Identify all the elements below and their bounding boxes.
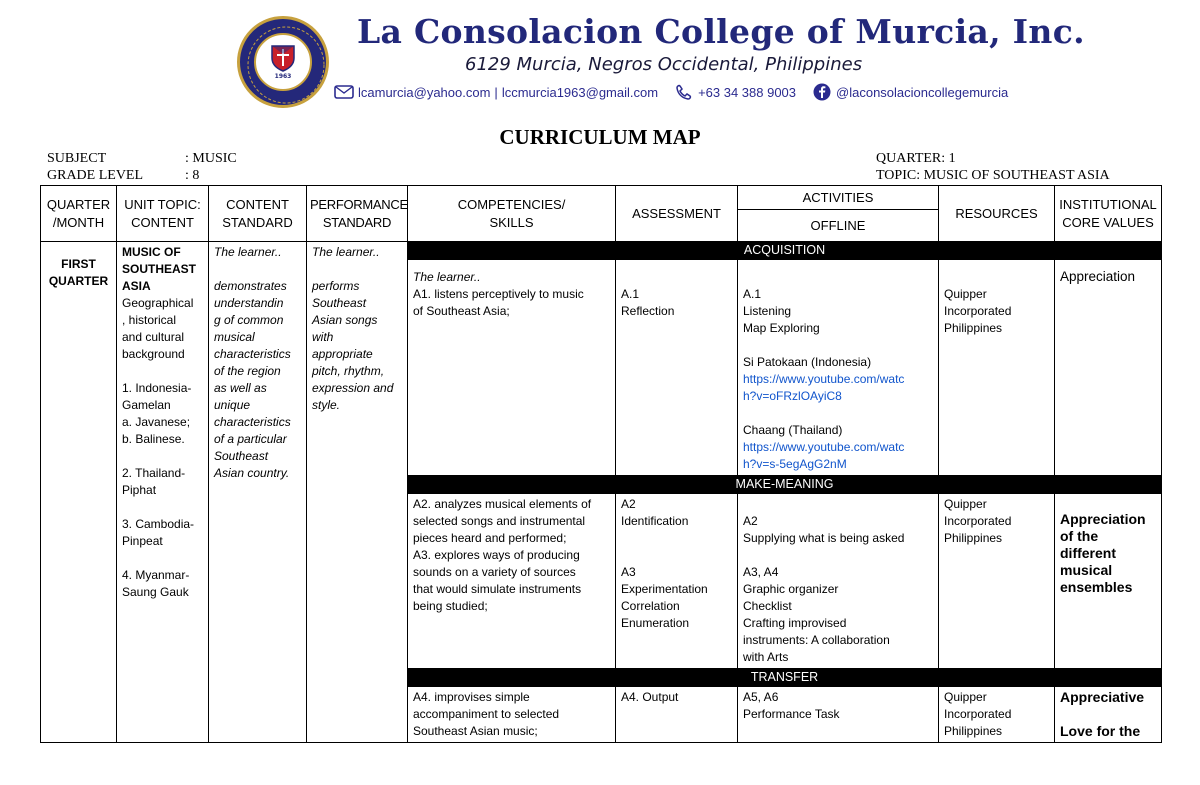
- make-meaning-assessment: A2 Identification A3 Experimentation Correlation Enumeration: [616, 494, 738, 669]
- college-name: La Consolacion College of Murcia, Inc.: [357, 12, 1085, 51]
- acquisition-assessment: A.1 Reflection: [616, 260, 738, 476]
- header-row: [41, 186, 1162, 210]
- contact-facebook[interactable]: @laconsolacioncollegemurcia: [836, 84, 1009, 100]
- topic-meta: TOPIC: MUSIC OF SOUTHEAST ASIA: [876, 168, 1110, 183]
- transfer-competencies: A4. improvises simple accompaniment to selected Southeast Asian music;: [408, 687, 616, 743]
- youtube-link-chaang[interactable]: https://www.youtube.com/watc h?v=s-5egAgG2nM: [743, 440, 905, 471]
- grade-value: : 8: [185, 168, 200, 183]
- transfer-activities: A5, A6 Performance Task: [738, 687, 939, 743]
- section-row-acquisition: [41, 242, 1162, 260]
- grade-label: GRADE LEVEL: [47, 168, 144, 183]
- acquisition-resources: Quipper Incorporated Philippines: [939, 260, 1055, 476]
- acquisition-core-values: Appreciation: [1055, 260, 1162, 476]
- grade-row: [47, 168, 199, 184]
- facebook-icon: [812, 83, 832, 101]
- header-core-values: INSTITUTIONAL CORE VALUES: [1055, 186, 1162, 242]
- make-meaning-core-values: Appreciation of the different musical ensembles: [1055, 494, 1162, 669]
- header-offline: OFFLINE: [738, 210, 939, 242]
- phone-icon: [674, 83, 694, 101]
- content-standard-cell: The learner.. demonstrates understandin g of common musical characteristics of the region as well as unique characteristics of a particular Southeast Asian country.: [209, 242, 307, 743]
- subject-row: [47, 151, 237, 167]
- contact-email-2[interactable]: lccmurcia1963@gmail.com: [501, 84, 659, 100]
- header-activities: ACTIVITIES: [738, 186, 939, 210]
- header-performance-standard: PERFORMANCE STANDARD: [307, 186, 408, 242]
- transfer-core-values: Appreciative Love for the: [1055, 687, 1162, 743]
- section-bar-acquisition: ACQUISITION: [408, 242, 1162, 260]
- quarter-meta: QUARTER: 1: [876, 151, 956, 166]
- acquisition-activities: A.1 Listening Map Exploring Si Patokaan (Indonesia) https://www.youtube.com/watc h?v=oFRzlOAyiC8 Chaang (Thailand) https://www.youtube.com/watc h?v=s-5egAgG2nM: [738, 260, 939, 476]
- contact-email-1[interactable]: lcamurcia@yahoo.com: [358, 84, 491, 100]
- seal-year: 1963: [274, 73, 292, 80]
- performance-standard-cell: The learner.. performs Southeast Asian songs with appropriate pitch, rhythm, expression and style.: [307, 242, 408, 743]
- email-icon: [334, 83, 354, 101]
- section-bar-make-meaning: MAKE-MEANING: [408, 476, 1162, 494]
- seal-emblem: [254, 33, 312, 91]
- make-meaning-resources: Quipper Incorporated Philippines: [939, 494, 1055, 669]
- contact-row: [334, 82, 1008, 102]
- header-content-standard: CONTENT STANDARD: [209, 186, 307, 242]
- shield-icon: [270, 44, 296, 72]
- subject-value: : MUSIC: [185, 151, 237, 166]
- youtube-link-si-patokaan[interactable]: https://www.youtube.com/watc h?v=oFRzlOAyiC8: [743, 372, 905, 403]
- subject-label: SUBJECT: [47, 151, 107, 166]
- unit-topic-cell: MUSIC OF SOUTHEAST ASIA Geographical , historical and cultural background 1. Indonesia- Gamelan a. Javanese; b. Balinese. 2. Thailand- Piphat 3. Cambodia- Pinpeat 4. Myanmar- Saung Gauk: [117, 242, 209, 743]
- college-seal: [237, 16, 329, 108]
- transfer-assessment: A4. Output: [616, 687, 738, 743]
- quarter-cell: FIRST QUARTER: [41, 242, 117, 743]
- acquisition-competencies: The learner.. A1. listens perceptively to music of Southeast Asia;: [408, 260, 616, 476]
- header-resources: RESOURCES: [939, 186, 1055, 242]
- curriculum-map-table: [40, 185, 1162, 743]
- header-unit-topic: UNIT TOPIC: CONTENT: [117, 186, 209, 242]
- header-assessment: ASSESSMENT: [616, 186, 738, 242]
- document-title: CURRICULUM MAP: [499, 125, 701, 149]
- contact-separator: |: [494, 84, 498, 100]
- header-quarter: QUARTER /MONTH: [41, 186, 117, 242]
- college-address: 6129 Murcia, Negros Occidental, Philippines: [465, 54, 863, 75]
- make-meaning-competencies: A2. analyzes musical elements of selected songs and instrumental pieces heard and performed; A3. explores ways of producing sounds on a variety of sources that would simulate instruments being studied;: [408, 494, 616, 669]
- contact-phone[interactable]: +63 34 388 9003: [698, 84, 797, 100]
- header-competencies: COMPETENCIES/ SKILLS: [408, 186, 616, 242]
- section-bar-transfer: TRANSFER: [408, 669, 1162, 687]
- transfer-resources: Quipper Incorporated Philippines: [939, 687, 1055, 743]
- make-meaning-activities: A2 Supplying what is being asked A3, A4 Graphic organizer Checklist Crafting improvised instruments: A collaboration with Arts: [738, 494, 939, 669]
